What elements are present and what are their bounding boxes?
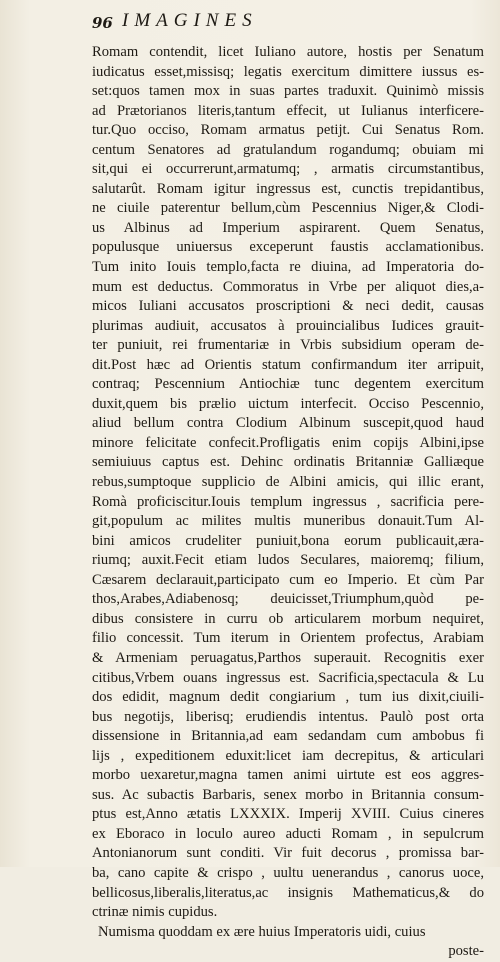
text-line: git,populum ac milites multis muneribus donauit.Tum Al- [92,513,484,530]
catchword: poste- [448,943,484,960]
text-line: & Armeniam peruagatus,Parthos superauit. Recognitis exer [92,649,484,666]
text-line: filio concessit. Tum iterum in Orientem profectus, Arabiam [92,630,484,647]
text-line: dissensione in Britannia,ad eam sedandam cum ambobus fi [92,728,484,745]
text-line: Tum inito Iouis templo,facta re diuina, ad Imperatoria do- [92,259,484,276]
text-line: duxit,quem bis prælio uictum interfecit. Occiso Pescennio, [92,395,484,412]
text-line: Antonianorum sunt conditi. Vir fuit decorus , promissa bar- [92,845,484,862]
text-line: Cæsarem declarauit,participato cum eo Imperio. Et cùm Par [92,571,484,588]
text-line: citibus,Vrbem ouans ingressus est. Sacrificia,spectacula & Lu [92,669,484,686]
text-line: Numisma quoddam ex ære huius Imperatoris uidi, cuius [98,923,426,940]
running-head: IMAGINES [122,10,258,31]
text-line: dibus consistere in curru ob articularem morbum nequiret, [92,610,484,627]
text-line: morbo uexaretur,magna tamen animi uirtute est eos aggres- [92,767,484,784]
page-header [92,8,482,38]
text-line: centum Senatores ad gratulandum rogandumq; obuiam mi [92,141,484,158]
page-number: 96 [92,14,113,32]
text-line: set:quos tamen mox in suas partes traduxit. Quinimò missis [92,83,484,100]
text-line: dit.Post hæc ad Orientis statum confirmandum iter arripuit, [92,356,484,373]
text-line: riumq; auxit.Fecit etiam ludos Seculares, maioremq; filium, [92,552,484,569]
text-line: ex Eboraco in loculo aureo aducti Romam , in sepulcrum [92,825,484,842]
text-line: ptus est,Anno ætatis LXXXIX. Imperij XVIII. Cuius cineres [92,806,484,823]
text-line: minore felicitate confecit.Profligatis enim copijs Albini,ipse [92,434,484,451]
text-line: thos,Arabes,Adiabenosq; deuicisset,Triumphum,quòd pe- [92,591,484,608]
text-line: mum est deductus. Commoratus in Vrbe per aliquot dies,a- [92,278,484,295]
text-line: Romà proficiscitur.Iouis templum ingressus , sacrificia pere- [92,493,484,510]
text-line: bini amicos crudeliter puniuit,bona eorum publicauit,æra- [92,532,484,549]
text-line: semiuiuus captus est. Dehinc ordinatis Britanniæ Galliæque [92,454,484,471]
text-line: plurimas audiuit, accusatos à prouincialibus Iudices grauit- [92,317,484,334]
text-line: Romam contendit, licet Iuliano autore, hostis per Senatum [92,44,484,60]
text-line: salutarût. Romam igitur ingressus est, cunctis trepidantibus, [92,180,484,197]
text-line: bus negotijs, liberisq; erudiendis intentus. Paulò post orta [92,708,484,725]
body-text [92,43,484,962]
text-line: contraq; Pescennium Antiochiæ tunc degentem exercitum [92,376,484,393]
text-line: sus. Ac subactis Barbaris, senex morbo in Britannia consum- [92,786,484,803]
text-line: populusque uniuersus exceperunt faustis acclamationibus. [92,239,484,256]
text-line: ba, cano capite & crispo , uultu uenerandus , canorus uoce, [92,864,484,881]
text-line: aliud bellum contra Clodium Albinum suscepit,quod haud [92,415,484,432]
text-line: tur.Quo occiso, Romam armatus petijt. Cui Senatus Rom. [92,122,484,139]
text-line: ter puniuit, rei frumentariæ in Vrbis subsidium operam de- [92,337,484,354]
text-line: rebus,sumptoque supplicio de Albini amicis, qui illic erant, [92,474,484,491]
text-line: sit,qui ei occurrerunt,armatumq; , armatis circumstantibus, [92,161,484,178]
text-line: ctrinæ nimis cupidus. [92,904,218,921]
text-line: bellicosus,liberalis,literatus,ac insignis Mathematicus,& do [92,884,484,901]
text-line: us Albinus ad Imperium aspirarent. Quem Senatus, [92,219,484,236]
text-line: iudicatus esset,missisq; legatis exercitum dimittere iussus es- [92,63,484,80]
text-line: lijs , expeditionem eduxit:licet iam decrepitus, & articulari [92,747,484,764]
text-line: micos Iuliani accusatos proscriptioni & neci dedit, causas [92,298,484,315]
text-line: dos edidit, magnum dedit congiarium , tum ius dixit,ciuili- [92,689,484,706]
text-line: ne ciuile paterentur bellum,cùm Pescennius Niger,& Clodi- [92,200,484,217]
text-line: ad Prætorianos literis,tantum effecit, ut Iulianus interficere- [92,102,484,119]
